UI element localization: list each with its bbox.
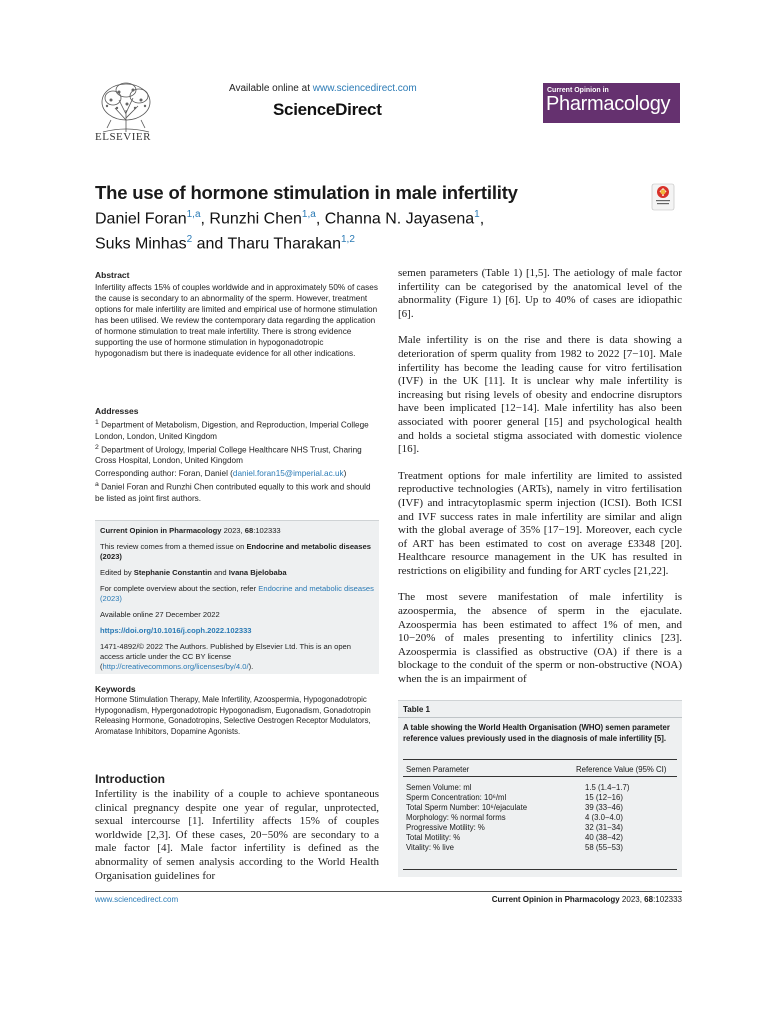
themed-issue-name: Endocrine and metabolic diseases (2023) bbox=[100, 542, 371, 561]
table-row bbox=[406, 793, 678, 803]
corresponding-prefix: Corresponding author: Foran, Daniel ( bbox=[95, 469, 233, 478]
address-1 bbox=[95, 417, 379, 442]
table-cell-parameter: Progressive Motility: % bbox=[406, 823, 485, 832]
addresses-block bbox=[95, 406, 379, 466]
table-cell-value: 1.5 (1.4−1.7) bbox=[584, 783, 630, 792]
author-name: Channa N. Jayasena bbox=[324, 210, 475, 228]
table-cell-parameter: Total Sperm Number: 10⁶/ejaculate bbox=[406, 803, 528, 812]
journal-banner bbox=[543, 83, 680, 123]
info-overview bbox=[100, 584, 374, 604]
author-affiliation-marker[interactable]: 2 bbox=[186, 234, 193, 246]
author-name: Tharu Tharakan bbox=[227, 235, 341, 253]
table-row bbox=[406, 843, 678, 853]
info-journal: Current Opinion in Pharmacology bbox=[100, 526, 222, 535]
available-online-line bbox=[229, 83, 417, 94]
overview-link[interactable]: Endocrine and metabolic diseases (2023) bbox=[100, 584, 374, 603]
info-available-online: Available online 27 December 2022 bbox=[100, 610, 220, 619]
joint-author-note bbox=[95, 479, 379, 504]
body-paragraph-4: The most severe manifestation of male infertility is azoospermia, the absence of sperm in the ejaculate. Azoospermia has been estimated to affect 1% of men, and 10−20% of males presenting to infertility clinics [23]. Azoospermia is classified as obstructive (OA) if there is a blockage to the conduit of the sperm or non-obstructive (NOA) when the is an impairment of bbox=[398, 591, 682, 686]
address-2-text: Department of Urology, Imperial College Healthcare NHS Trust, Charing Cross Hospital, London, United Kingdom bbox=[95, 445, 362, 466]
footer-sciencedirect-link[interactable]: www.sciencedirect.com bbox=[95, 895, 179, 904]
editor-1: Stephanie Constantin bbox=[133, 568, 212, 577]
check-for-updates-icon[interactable] bbox=[651, 183, 675, 211]
info-editors bbox=[100, 568, 374, 578]
corresponding-author-block bbox=[95, 468, 379, 504]
corresponding-suffix: ) bbox=[343, 469, 347, 478]
info-doi bbox=[100, 626, 374, 636]
article-title: The use of hormone stimulation in male infertility bbox=[95, 182, 518, 203]
editor-2: Ivana Bjelobaba bbox=[228, 568, 287, 577]
author-name: Runzhi Chen bbox=[209, 210, 302, 228]
table-cell-parameter: Semen Volume: ml bbox=[406, 783, 472, 792]
overview-prefix: For complete overview about the section, refer bbox=[100, 584, 259, 593]
license-suffix: ). bbox=[248, 662, 254, 671]
table-row bbox=[406, 783, 678, 793]
footer-divider bbox=[95, 891, 682, 892]
addresses-heading: Addresses bbox=[95, 406, 139, 416]
article-info-box bbox=[95, 520, 379, 674]
abstract-text: Infertility affects 15% of couples worldwide and in approximately 50% of cases the cause is secondary to an abnormality of the sperm. However, treatment options for male infertility are limited and empirical use of hormone stimulation has been utilised. We review the contemporary data regarding the application of hormone stimulation to treat male infertility. There is strong evidence supporting the use of hormone stimulation in hypogonadotropic hypogonadism but there is inadequate evidence for all other indications. bbox=[95, 283, 378, 358]
right-column bbox=[398, 267, 682, 700]
table-header-value: Reference Value (95% CI) bbox=[575, 765, 667, 774]
table-cell-parameter: Sperm Concentration: 10⁶/ml bbox=[406, 793, 507, 802]
table-cell-parameter: Vitality: % live bbox=[406, 843, 454, 852]
table-cell-parameter: Morphology: % normal forms bbox=[406, 813, 506, 822]
author-separator: , bbox=[200, 210, 210, 228]
address-1-text: Department of Metabolism, Digestion, and Reproduction, Imperial College London, London, United Kingdom bbox=[95, 420, 369, 441]
body-paragraph-2: Male infertility is on the rise and there is data showing a deterioration of sperm quality from 1982 to 2022 [7−10]. Male infertility has become the leading cause for vitro fertilisation (IVF) in the UK [11]. It is unclear why male infertility is increasing but rising levels of obesity and endocrine disruptors have been implicated [12−14]. Male infertility has also been associated with poorer general [15] and psychological health and holds a societal stigma associated with domestic violence [16]. bbox=[398, 334, 682, 456]
author-separator: and bbox=[192, 235, 228, 253]
author-affiliation-marker[interactable]: 1 bbox=[474, 209, 480, 220]
table-label: Table 1 bbox=[403, 705, 430, 714]
table-bottom-rule bbox=[403, 869, 677, 870]
info-themed-issue bbox=[100, 542, 374, 562]
table-row bbox=[406, 833, 678, 843]
themed-prefix: This review comes from a themed issue on bbox=[100, 542, 247, 551]
sciencedirect-link[interactable]: www.sciencedirect.com bbox=[312, 83, 417, 94]
journal-banner-subtitle: Current Opinion in bbox=[547, 87, 609, 94]
author-affiliation-marker[interactable]: 1,2 bbox=[341, 234, 355, 246]
table-top-rule bbox=[403, 759, 677, 760]
table-row bbox=[406, 803, 678, 813]
editor-and: and bbox=[211, 568, 229, 577]
joint-note-marker: a bbox=[95, 481, 99, 488]
joint-note-text: Daniel Foran and Runzhi Chen contributed equally to this work and should be listed as joint first authors. bbox=[95, 482, 371, 503]
doi-link[interactable]: https://doi.org/10.1016/j.coph.2022.102333 bbox=[100, 626, 252, 635]
license-prefix: 1471-4892/© 2022 The Authors. Published by Elsevier Ltd. This is an open access article under the CC BY license ( bbox=[100, 642, 352, 671]
reference-values-table bbox=[406, 765, 678, 853]
available-prefix: Available online at bbox=[229, 83, 310, 94]
footer-journal: Current Opinion in Pharmacology bbox=[491, 895, 620, 904]
footer-year: 2023, bbox=[619, 895, 645, 904]
body-paragraph-3: Treatment options for male infertility are limited to assisted reproductive technologies (ARTs), namely in vitro fertilisation (IVF) and intracytoplasmic sperm injection (ICSI). Both ICSI and IVF success rates in male infertility are similar and align with the global average of 35% [17−19]. Moreover, each cycle of ART has been estimated to cost on average £3348 [20]. Healthcare resource management in the UK has resulted in restrictions on eligibility and funding for ART cycles [21,22]. bbox=[398, 469, 682, 577]
body-paragraph-1: semen parameters (Table 1) [1,5]. The aetiology of male factor infertility can be categorised by the anatomical level of the abnormality (Figure 1) [6]. Up to 40% of cases are idiopathic [6]. bbox=[398, 267, 682, 320]
table-cell-value: 40 (38−42) bbox=[584, 833, 623, 842]
table-cell-value: 32 (31−34) bbox=[584, 823, 623, 832]
table-cell-value: 58 (55−53) bbox=[584, 843, 623, 852]
table-row bbox=[406, 813, 678, 823]
info-volume: 68 bbox=[244, 526, 254, 535]
table-1 bbox=[398, 700, 682, 877]
author-separator: , bbox=[315, 210, 325, 228]
abstract-heading: Abstract bbox=[95, 270, 130, 280]
publisher-logo-text: ELSEVIER bbox=[95, 131, 151, 143]
keywords-block bbox=[95, 684, 379, 737]
info-citation bbox=[100, 526, 374, 536]
author-name: Daniel Foran bbox=[95, 210, 187, 228]
address-1-number: 1 bbox=[95, 419, 99, 426]
table-header-row bbox=[406, 765, 678, 783]
table-cell-parameter: Total Motility: % bbox=[406, 833, 461, 842]
author-affiliation-marker[interactable]: 1,a bbox=[301, 209, 316, 220]
corresponding-author bbox=[95, 468, 379, 479]
journal-banner-title: Pharmacology bbox=[546, 93, 671, 115]
footer-volume: 68 bbox=[644, 895, 654, 904]
info-license bbox=[100, 642, 374, 672]
table-cell-value: 15 (12−16) bbox=[584, 793, 623, 802]
introduction-heading: Introduction bbox=[95, 772, 165, 786]
introduction-text: Infertility is the inability of a couple to achieve spontaneous clinical pregnancy despite one year of regular, unprotected, sexual intercourse [1]. Infertility affects 15% of couples worldwide [2,3]. Of these cases, 20−50% are secondary to a male factor [4]. Male factor infertility is defined as the abnormality of semen analysis according to the World Health Organisation guidelines for bbox=[95, 788, 379, 882]
left-column bbox=[95, 270, 379, 882]
footer-citation bbox=[492, 895, 682, 904]
sciencedirect-brand: ScienceDirect bbox=[273, 100, 382, 119]
table-divider bbox=[398, 717, 682, 718]
table-header-parameter: Semen Parameter bbox=[406, 765, 470, 774]
corresponding-email-link[interactable]: daniel.foran15@imperial.ac.uk bbox=[232, 469, 344, 478]
author-affiliation-marker[interactable]: 1,a bbox=[186, 209, 201, 220]
table-cell-value: 39 (33−46) bbox=[584, 803, 623, 812]
table-row bbox=[406, 823, 678, 833]
info-article-number: :102333 bbox=[253, 526, 281, 535]
address-2-number: 2 bbox=[95, 443, 99, 451]
keywords-text: Hormone Stimulation Therapy, Male Infertility, Azoospermia, Hypogonadotropic Hypogonadism, Hypergonadotropic Hypogonadism, Eugonadism, Gonadotropin Releasing Hormone, Gonadotropins, Selective Oestrogen Receptor Modulators, Aromatase Inhibitors, Dopamine Agonists. bbox=[95, 695, 371, 736]
address-2 bbox=[95, 442, 379, 467]
footer-article-number: :102333 bbox=[653, 895, 682, 904]
table-cell-value: 4 (3.0−4.0) bbox=[584, 813, 623, 822]
table-caption: A table showing the World Health Organisation (WHO) semen parameter reference values previously used in the diagnosis of male infertility [5]. bbox=[403, 723, 670, 743]
license-link[interactable]: http://creativecommons.org/licenses/by/4.0/ bbox=[102, 662, 249, 671]
info-year: 2023, bbox=[221, 526, 245, 535]
author-separator: , bbox=[479, 210, 485, 228]
edited-prefix: Edited by bbox=[100, 568, 134, 577]
keywords-heading: Keywords bbox=[95, 684, 136, 694]
author-name: Suks Minhas bbox=[95, 235, 187, 253]
author-list bbox=[95, 204, 575, 255]
